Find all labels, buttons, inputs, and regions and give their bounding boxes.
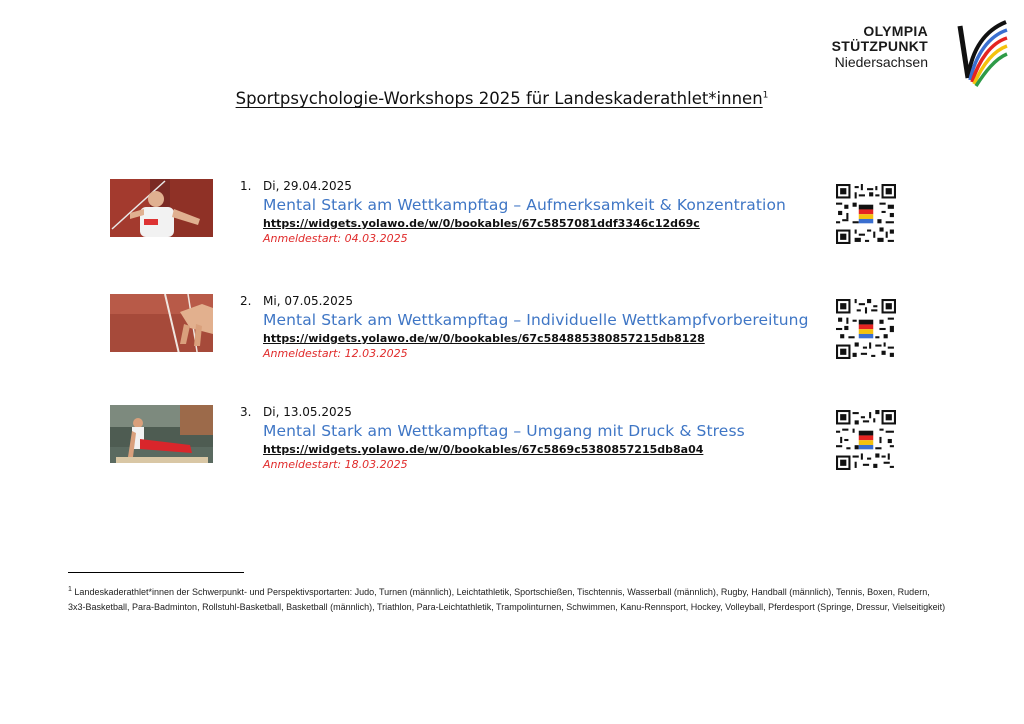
- workshop-image-javelin: [110, 179, 213, 237]
- workshop-item-1: [110, 179, 900, 259]
- workshop-booking-link[interactable]: https://widgets.yolawo.de/w/0/bookables/67c5869c5380857215db8a04: [263, 443, 704, 456]
- workshop-number: 1.: [240, 179, 252, 193]
- workshop-image-track-start: [110, 294, 213, 352]
- logo-line-olympia: OLYMPIA: [863, 23, 928, 39]
- page-title: [0, 89, 1004, 108]
- workshop-item-2: [110, 294, 900, 374]
- page-title-text: Sportpsychologie-Workshops 2025 für Landeskaderathlet*innen: [235, 89, 763, 108]
- footnote-divider: [68, 572, 244, 573]
- qr-code-icon[interactable]: [836, 299, 896, 359]
- workshop-number: 2.: [240, 294, 252, 308]
- qr-code-icon[interactable]: [836, 410, 896, 470]
- olympia-stuetzpunkt-logo: [831, 18, 1008, 90]
- logo-text: [832, 24, 928, 70]
- logo-arcs-icon: [956, 18, 1008, 88]
- workshop-item-3: [110, 405, 900, 485]
- footnote-text: Landeskaderathlet*innen der Schwerpunkt- und Perspektivsportarten: Judo, Turnen (männlich), Leichtathletik, Sportschießen, Tischtennis, Wasserball (männlich), Rugby, Handball (männlich), Tennis, Boxen, Rudern, 3x3-Basketball, Para-Badminton, Rollstuhl-Basketball, Basketball (männlich), Triathlon, Para-Leichtathletik, Trampolinturnen, Schwimmen, Kanu-Rennsport, Hockey, Volleyball, Pferdesport (Springe, Dressur, Vielseitigkeit): [68, 587, 946, 612]
- workshop-booking-link[interactable]: https://widgets.yolawo.de/w/0/bookables/67c584885380857215db8128: [263, 332, 705, 345]
- workshop-registration-start: Anmeldestart: 12.03.2025: [263, 347, 408, 360]
- workshop-registration-start: Anmeldestart: 04.03.2025: [263, 232, 408, 245]
- workshop-number: 3.: [240, 405, 252, 419]
- workshop-title: Mental Stark am Wettkampftag – Individuelle Wettkampfvorbereitung: [263, 311, 809, 329]
- workshop-image-gymnastics: [110, 405, 213, 463]
- workshop-date: Di, 29.04.2025: [263, 179, 352, 193]
- title-footnote-mark: 1: [762, 90, 769, 101]
- workshop-booking-link[interactable]: https://widgets.yolawo.de/w/0/bookables/67c5857081ddf3346c12d69c: [263, 217, 700, 230]
- workshop-date: Di, 13.05.2025: [263, 405, 352, 419]
- logo-line-stuetzpunkt: STÜTZPUNKT: [831, 38, 928, 54]
- logo-line-niedersachsen: Niedersachsen: [834, 54, 928, 70]
- qr-code-icon[interactable]: [836, 184, 896, 244]
- workshop-title: Mental Stark am Wettkampftag – Aufmerksamkeit & Konzentration: [263, 196, 786, 214]
- workshop-title: Mental Stark am Wettkampftag – Umgang mit Druck & Stress: [263, 422, 745, 440]
- workshop-registration-start: Anmeldestart: 18.03.2025: [263, 458, 408, 471]
- footnote: [68, 582, 948, 615]
- workshop-date: Mi, 07.05.2025: [263, 294, 354, 308]
- footnote-mark: 1: [68, 586, 72, 593]
